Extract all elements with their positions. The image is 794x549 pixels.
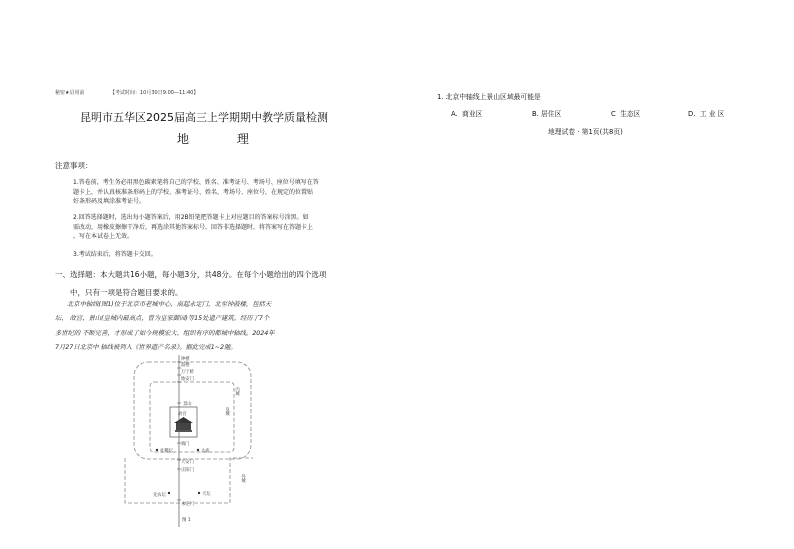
note-line: 1.答卷前，考生务必用黑色碳素笔将自己的学校、姓名、准考证号、考场号、座位号填写在答 [73,179,319,186]
option-letter: D. [688,110,696,118]
section-line: 一、选择题：本大题共16小题，每小题3分，共48分。在每个小题给出的四个选项 [55,270,327,279]
label-neicheng: 内城 [234,387,240,396]
notes-heading: 注意事项： [55,161,93,170]
note-item [73,178,363,207]
note-line: 好条形码及填涂准考证号。 [73,198,146,205]
option-text: 商业区 [462,110,483,118]
tiantan-dot [198,492,200,494]
label-gugong: 故宫 [178,412,187,417]
label-dihuangmen: 地安门 [181,377,194,382]
option-d[interactable] [688,108,724,118]
label-waicheng: 外城 [240,474,246,483]
confidential-label: 秘密★启用前 [55,90,85,96]
passage-line: 坛、 故宫、景山(皇城内最高点，曾为皇家御园)等15处遗产建筑。经历了7个 [55,315,270,323]
option-text: 工 业 区 [699,110,725,118]
note-line: 3.考试结束后，将答题卡交回。 [73,251,157,258]
label-gulou: 鼓楼 [181,363,190,368]
label-huangcheng: 皇城 [224,407,230,416]
taimiao-dot [197,449,199,451]
exam-time: 【考试时间：10月30日9:00—11:40】 [110,90,199,96]
section-line: 中，只有一项是符合题目要求的。 [70,288,183,297]
option-b[interactable] [532,108,561,118]
label-tiananmen: 天安门 [181,460,194,465]
subject-title: 地 理 [177,132,271,146]
page-footer: 地理试卷 · 第1页(共8页) [548,128,623,136]
note-line: 题卡上，并认真核准条形码上的学校、准考证号、姓名、考场号、座位号，在规定的位置贴 [73,188,314,196]
reading-passage [55,298,275,355]
label-tiantan: 天坛 [202,492,211,497]
label-wanningqiao: 万宁桥 [181,370,194,375]
label-zhonglou: 钟楼 [181,357,190,362]
xiannongtan-dot [168,492,170,494]
passage-line: 北京中轴线(图1)位于北京市老城中心，南起永定门，北至钟鼓楼，包括天 [67,301,272,308]
label-jingshan: 景山 [183,402,192,407]
label-yongdingmen: 永定门 [181,502,194,507]
label-taimiao: 太庙 [201,449,210,454]
note-line: 2.回答选择题时，选出每小题答案后，用2B铅笔把答题卡上对应题目的答案标号涂黑。如 [73,214,309,221]
question-1: 1. 北京中轴线上景山区域最可能是 [437,93,541,101]
option-letter: C [611,110,616,118]
passage-line: 多世纪的 不断完善，才形成了如今规模宏大、组织有序的都城中轴线。2024年 [55,329,275,337]
option-c[interactable] [611,108,640,118]
shejitan-dot [156,449,158,451]
note-line: 。写在本试卷上无效。 [73,233,134,240]
label-xiannongtan: 先农坛 [153,493,166,498]
huangcheng-outline [150,382,234,452]
label-shejitan: 社稷坛 [160,449,173,454]
note-item [73,250,363,260]
exam-title: 昆明市五华区2025届高三上学期期中教学质量检测 [80,111,328,124]
gugong-icon [174,417,193,432]
section-heading [55,266,385,302]
option-letter: B. [532,110,539,118]
option-a[interactable] [451,108,482,118]
note-item [73,213,363,242]
label-duanmen: 端门 [181,442,190,447]
passage-line: 7月27日北京中 轴线被列入《世界遗产名录》。据此完成1~2题。 [55,343,237,351]
option-text: 居住区 [541,110,562,118]
note-line: 需改动，用橡皮擦擦干净后，再选涂其他答案标号。回答非选择题时，将答案写在答题卡上 [73,223,314,231]
label-zhengyangmen: 正阳门 [181,468,194,473]
central-axis-map [120,355,260,527]
option-letter: A. [451,110,458,118]
option-text: 生态区 [620,110,641,118]
figure-caption: 图 1 [182,518,191,523]
